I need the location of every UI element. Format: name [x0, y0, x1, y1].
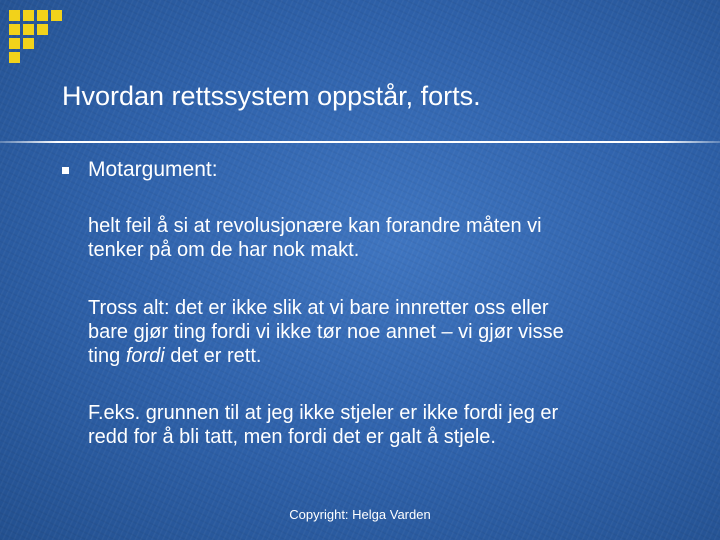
- text-run: det er rett.: [164, 345, 262, 367]
- paragraph-line: F.eks. grunnen til at jeg ikke stjeler er ikke fordi jeg er: [88, 402, 559, 424]
- paragraph-line: Tross alt: det er ikke slik at vi bare innretter oss eller: [88, 297, 549, 319]
- text-run: ting: [88, 345, 126, 367]
- copyright-footer: Copyright: Helga Varden: [289, 507, 431, 522]
- title-divider: [0, 141, 720, 143]
- italic-emphasis: fordi: [125, 345, 165, 367]
- paragraph-3: [88, 401, 668, 449]
- paragraph-line: redd for å bli tatt, men fordi det er galt å stjele.: [88, 426, 496, 448]
- paragraph-line: bare gjør ting fordi vi ikke tør noe annet – vi gjør visse: [88, 321, 564, 343]
- paragraph-2: [88, 296, 668, 368]
- paragraph-1: [88, 214, 668, 262]
- slide-title: Hvordan rettssystem oppstår, forts.: [62, 81, 481, 111]
- square-bullet-icon: [62, 167, 69, 174]
- bullet-label: Motargument:: [88, 158, 218, 181]
- yellow-square-grid-icon: [9, 10, 64, 62]
- paragraph-line: helt feil å si at revolusjonære kan forandre måten vi: [88, 215, 542, 237]
- paragraph-line-3: [88, 344, 668, 368]
- paragraph-line: tenker på om de har nok makt.: [88, 239, 360, 261]
